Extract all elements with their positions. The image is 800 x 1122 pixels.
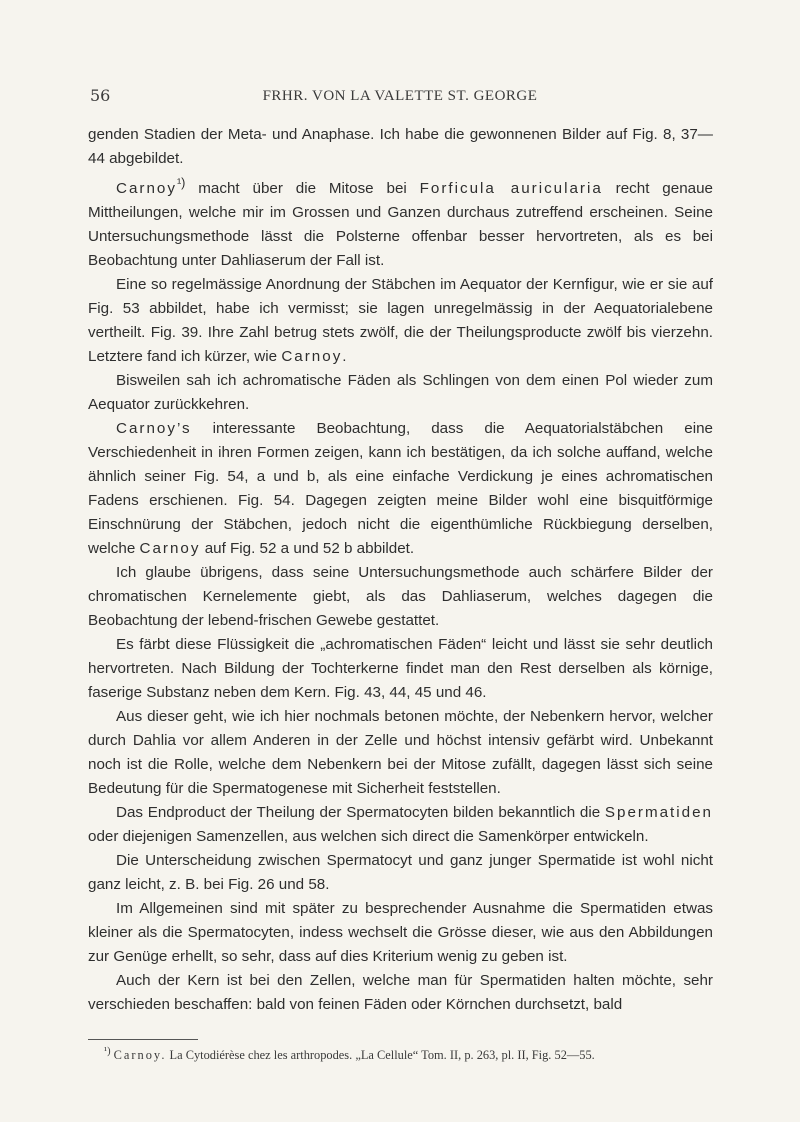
- paragraph: genden Stadien der Meta- und Anaphase. Ich habe die gewonnenen Bilder auf Fig. 8, 37—44 abgebildet.: [88, 126, 713, 167]
- body-text: [88, 123, 713, 1017]
- footnote-marker: ¹): [176, 176, 186, 190]
- paragraph: Auch der Kern ist bei den Zellen, welche man für Spermatiden halten möchte, sehr verschieden beschaffen: bald von feinen Fäden oder Körnchen durchsetzt, bald: [88, 972, 713, 1014]
- paragraph: Es färbt diese Flüssigkeit die „achromatischen Fäden“ leicht und lässt sie sehr deutlich hervortreten. Nach Bildung der Tochterkerne findet man den Rest derselben als körnige, faserige Substanz neben dem Kern. Fig. 43, 44, 45 und 46.: [88, 636, 713, 702]
- author-name: Carnoy: [116, 180, 177, 198]
- paragraph: Aus dieser geht, wie ich hier nochmals betonen möchte, der Nebenkern hervor, welcher durch Dahlia vor allem Anderen in der Zelle und höchst intensiv gefärbt wird. Unbekannt noch ist die Rolle, welche dem Nebenkern bei der Mitose zufällt, dagegen lässt sich seine Bedeutung für die Spermatogenese mit Sicherheit feststellen.: [88, 708, 713, 798]
- author-name: Carnoy’s: [116, 420, 192, 438]
- footnote-author: Carnoy.: [113, 1048, 167, 1063]
- paragraph: Ich glaube übrigens, dass seine Untersuchungsmethode auch schärfere Bilder der chromatischen Kernelemente giebt, als das Dahliaserum, welches dagegen die Beobachtung der lebend-frischen Gewebe gestattet.: [88, 564, 713, 630]
- author-name: Carnoy: [281, 348, 343, 366]
- footnote: $^{^1)}$ Carnoy. La Cytodiérèse chez les arthropodes. „La Cellule“ Tom. II, p. 263, pl. II, Fig. 52—55.: [104, 1046, 595, 1063]
- author-name: Carnoy: [139, 540, 201, 558]
- paragraph: Im Allgemeinen sind mit später zu besprechender Ausnahme die Spermatiden etwas kleiner als die Spermatocyten, indess wechselt die Grösse dieser, wie aus den Abbildungen zur Genüge erhellt, so sehr, dass auf dies Kriterium wenig zu geben ist.: [88, 900, 713, 966]
- footnote-marker: ¹): [104, 1046, 111, 1057]
- term-spermatiden: Spermatiden: [604, 804, 713, 822]
- page-number: 56: [90, 86, 111, 105]
- paragraph: Carnoy’s interessante Beobachtung, dass die Aequatorialstäbchen eine Verschiedenheit in ihren Formen zeigen, kann ich bestätigen, da ich solche auffand, welche ähnlich seiner Fig. 54, a und b, als eine einfache Verdickung je eines achromatischen Fadens erschienen. Fig. 54. Dagegen zeigten meine Bilder wohl eine bisquitförmige Einschnürung der Stäbchen, jedoch nicht die eigenthümliche Rückbiegung derselben, welche Carnoy auf Fig. 52 a und 52 b abbildet.: [88, 420, 713, 558]
- running-title: FRHR. VON LA VALETTE ST. GEORGE: [262, 88, 538, 104]
- paragraph: Das Endproduct der Theilung der Spermatocyten bilden bekanntlich die Spermatiden oder diejenigen Samenzellen, aus welchen sich direct die Samenkörper entwickeln.: [88, 804, 713, 846]
- species-name: Forficula auricularia: [419, 180, 603, 198]
- page-header: [90, 86, 710, 108]
- paragraph: Bisweilen sah ich achromatische Fäden als Schlingen von dem einen Pol wieder zum Aequator zurückkehren.: [88, 372, 713, 414]
- paragraph: Carnoy$^{^1)}$ macht über die Mitose bei Forficula auricularia recht genaue Mittheilungen, welche mir im Grossen und Ganzen durchaus zutreffend erscheinen. Seine Untersuchungsmethode lässt die Polsterne offenbar besser hervortreten, als es bei Beobachtung unter Dahliaserum der Fall ist.: [88, 176, 713, 270]
- paragraph: Die Unterscheidung zwischen Spermatocyt und ganz junger Spermatide ist wohl nicht ganz leicht, z. B. bei Fig. 26 und 58.: [88, 852, 713, 894]
- footnote-divider: [88, 1039, 198, 1040]
- paragraph: Eine so regelmässige Anordnung der Stäbchen im Aequator der Kernfigur, wie er sie auf Fig. 53 abbildet, habe ich vermisst; sie lagen unregelmässig in der Aequatorialebene vertheilt. Fig. 39. Ihre Zahl betrug stets zwölf, die der Theilungsproducte zwölf bis vierzehn. Letztere fand ich kürzer, wie Carnoy.: [88, 276, 713, 366]
